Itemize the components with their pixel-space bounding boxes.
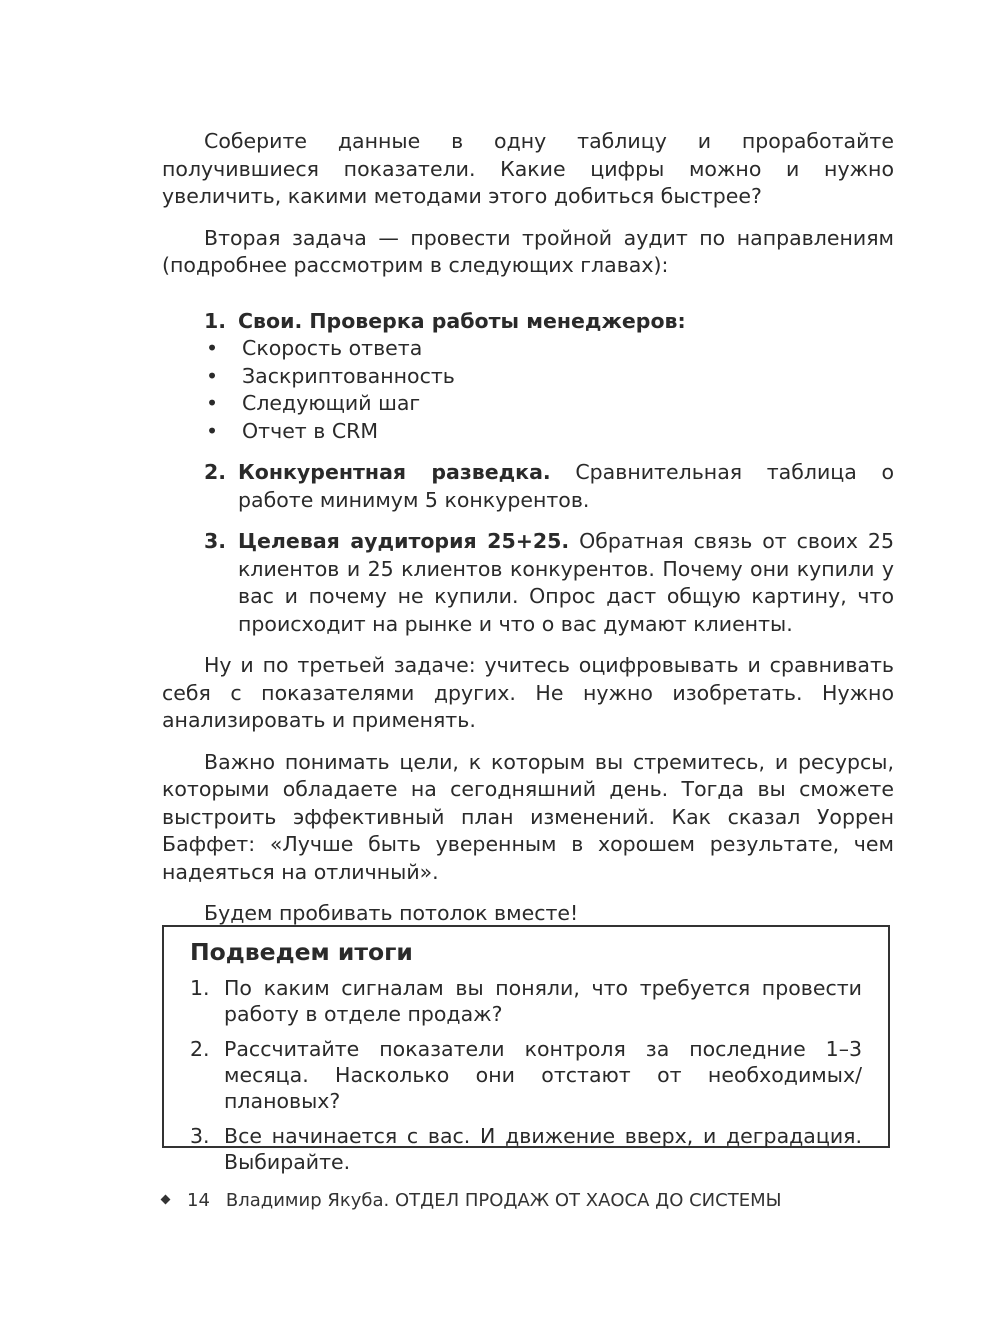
summary-list bbox=[164, 975, 888, 1175]
bullet-icon: • bbox=[206, 391, 219, 415]
diamond-icon bbox=[161, 1194, 171, 1204]
page-body bbox=[162, 128, 894, 928]
list-item: • Отчет в CRM bbox=[162, 418, 894, 446]
paragraph-goals: Важно понимать цели, к которым вы стремитесь, и ресурсы, которыми обладаете на сегодняшний день. Тогда вы сможете выстроить эффективный план изменений. Как сказал Уоррен Баффет: «Лучше быть уверенным в хорошем результате, чем надеяться на отличный». bbox=[162, 749, 894, 884]
audit-item-1 bbox=[162, 308, 894, 336]
paragraph-closing: Будем пробивать потолок вместе! bbox=[204, 901, 579, 925]
list-item: 1. По каким сигналам вы поняли, что требуется провести работу в отделе продаж? bbox=[190, 976, 862, 1026]
audit-item-number: 1. bbox=[204, 308, 227, 333]
manager-check-list bbox=[162, 335, 894, 445]
audit-item-title: Свои. Проверка работы менеджеров: bbox=[238, 308, 686, 333]
bullet-icon: • bbox=[206, 418, 219, 443]
audit-item-number: 3. bbox=[204, 529, 227, 553]
audit-item-2 bbox=[162, 459, 894, 514]
audit-item-number: 2. bbox=[204, 460, 227, 484]
list-item: 3. Все начинается с вас. И движение вверх, и деградация. Выбирайте. bbox=[190, 1124, 862, 1174]
audit-item-text: Сравнительная таблица о работе минимум 5 конкурентов. bbox=[238, 460, 894, 512]
page-footer bbox=[162, 1190, 782, 1212]
summary-box bbox=[162, 925, 890, 1174]
list-item: 2. Рассчитайте показатели контроля за последние 1–3 месяца. Насколько они отстают от необходимых/плановых? bbox=[190, 1037, 862, 1113]
bullet-icon: • bbox=[206, 363, 219, 388]
paragraph-triple-audit: Вторая задача — провести тройной аудит по направлениям (подробнее рассмотрим в следующих главах): bbox=[162, 225, 894, 277]
list-item: • Заскриптованность bbox=[162, 363, 894, 391]
audit-item-text: Обратная связь от своих 25 клиентов и 25 клиентов конкурентов. Почему они купили у вас и почему не купили. Опрос даст общую картину, что происходит на рынке и что о вас думают клиенты. bbox=[238, 529, 894, 636]
running-title: Владимир Якуба. ОТДЕЛ ПРОДАЖ ОТ ХАОСА ДО СИСТЕМЫ bbox=[225, 1190, 782, 1211]
audit-item-3 bbox=[162, 528, 894, 638]
page-number: 14 bbox=[187, 1190, 210, 1211]
bullet-icon: • bbox=[206, 336, 219, 360]
paragraph-third-task: Ну и по третьей задаче: учитесь оцифровывать и сравнивать себя с показателями других. Не нужно изобретать. Нужно анализировать и применять. bbox=[162, 653, 894, 732]
list-item: • Скорость ответа bbox=[162, 335, 894, 363]
list-item: • Следующий шаг bbox=[162, 390, 894, 418]
audit-item-title: Конкурентная разведка. bbox=[238, 460, 551, 484]
paragraph-collect-data: Соберите данные в одну таблицу и проработайте получившиеся показатели. Какие цифры можно и нужно увеличить, какими методами этого добиться быстрее? bbox=[162, 129, 894, 208]
audit-item-title: Целевая аудитория 25+25. bbox=[238, 529, 570, 553]
audit-list bbox=[162, 308, 894, 639]
summary-title: Подведем итоги bbox=[190, 938, 413, 966]
